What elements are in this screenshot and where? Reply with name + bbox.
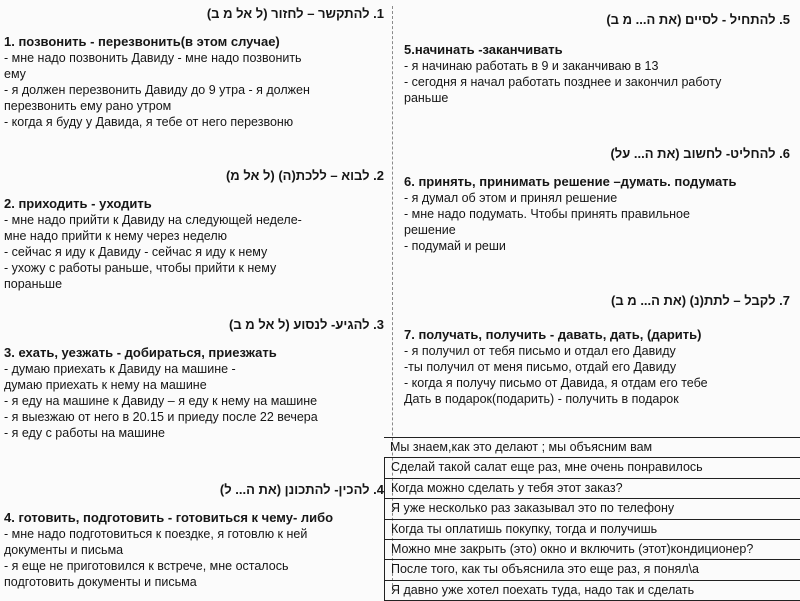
section-5 (398, 12, 800, 106)
section-3-line: думаю приехать к нему на машине (4, 378, 207, 392)
section-4-line: - я еще не приготовился к встрече, мне осталось (4, 559, 289, 573)
section-1 (0, 6, 390, 130)
section-2-line: - ухожу с работы раньше, чтобы прийти к нему (4, 261, 277, 275)
section-7-title: 7. получать, получить - давать, дать, (дарить) (404, 327, 702, 342)
section-2-line: пораньше (4, 277, 63, 291)
sentence-row: Когда ты оплатишь покупку, тогда и получишь (384, 520, 800, 540)
section-2-line: - сейчас я иду к Давиду - сейчас я иду к нему (4, 245, 268, 259)
section-4-line: документы и письма (4, 543, 124, 557)
section-5-title: 5.начинать -заканчивать (404, 42, 563, 57)
sentence-row: Можно мне закрыть (это) окно и включить (этот)кондиционер? (384, 540, 800, 560)
section-7-line: Дать в подарок(подарить) - получить в подарок (404, 392, 679, 406)
section-3-line: - я еду на машине к Давиду – я еду к нему на машине (4, 394, 318, 408)
section-2-line: - мне надо прийти к Давиду на следующей неделе- (4, 213, 302, 227)
section-1-line: - когда я буду у Давида, я тебе от него перезвоню (4, 115, 294, 129)
section-1-line: - мне надо позвонить Давиду - мне надо позвонить (4, 51, 302, 65)
section-3-line: - я выезжаю от него в 20.15 и приеду после 22 вечера (4, 410, 318, 424)
sentence-row: Я давно уже хотел поехать туда, надо так и сделать (384, 581, 800, 601)
section-5-line: - сегодня я начал работать позднее и закончил работу (404, 75, 722, 89)
section-1-line: перезвонить ему рано утром (4, 99, 172, 113)
sentence-row: Я уже несколько раз заказывал это по телефону (384, 499, 800, 519)
section-4 (0, 482, 390, 590)
section-3-line: - я еду с работы на машине (4, 426, 165, 440)
section-6 (398, 146, 800, 254)
section-2 (0, 168, 390, 292)
section-1-line: - я должен перезвонить Давиду до 9 утра - я должен (4, 83, 310, 97)
section-7 (398, 293, 800, 407)
section-6-line: - мне надо подумать. Чтобы принять правильное (404, 207, 690, 221)
section-4-line: подготовить документы и письма (4, 575, 197, 589)
sentence-row: После того, как ты объяснила это еще раз, я понял\а (384, 560, 800, 580)
sentences-box (384, 437, 800, 601)
section-6-line: - подумай и реши (404, 239, 506, 253)
section-7-line: - когда я получу письмо от Давида, я отдам его тебе (404, 376, 708, 390)
sentence-row: Когда можно сделать у тебя этот заказ? (384, 479, 800, 499)
section-1-title: 1. позвонить - перезвонить(в этом случае) (4, 34, 280, 49)
section-6-hebrew-heading: 6. להחליט- לחשוב (את ה... על) (610, 146, 790, 161)
section-2-hebrew-heading: 2. לבוא – ללכת(ה) (ל אל מ) (225, 168, 384, 183)
section-3 (0, 317, 390, 441)
sentence-row: Сделай такой салат еще раз, мне очень понравилось (384, 458, 800, 478)
section-2-title: 2. приходить - уходить (4, 196, 152, 211)
section-3-hebrew-heading: 3. להגיע- לנסוע (ל אל מ ב) (229, 317, 384, 332)
section-6-title: 6. принять, принимать решение –думать. подумать (404, 174, 737, 189)
section-5-line: раньше (404, 91, 449, 105)
section-4-line: - мне надо подготовиться к поездке, я готовлю к ней (4, 527, 308, 541)
section-7-line: -ты получил от меня письмо, отдай его Давиду (404, 360, 677, 374)
section-1-hebrew-heading: 1. להתקשר – לחזור (ל אל מ ב) (206, 6, 384, 21)
section-3-title: 3. ехать, уезжать - добираться, приезжать (4, 345, 277, 360)
sentence-row: Мы знаем,как это делают ; мы объясним вам (384, 438, 800, 458)
section-2-line: мне надо прийти к нему через неделю (4, 229, 227, 243)
section-1-line: ему (4, 67, 26, 81)
section-3-line: - думаю приехать к Давиду на машине - (4, 362, 236, 376)
section-5-hebrew-heading: 5. להתחיל - לסיים (את ה... מ ב) (606, 12, 790, 27)
section-4-hebrew-heading: 4. להכין- להתכונן (את ה... ל) (219, 482, 384, 497)
section-5-line: - я начинаю работать в 9 и заканчиваю в 13 (404, 59, 659, 73)
section-7-hebrew-heading: 7. לקבל – לתת(נ) (את ה... מ ב) (611, 293, 790, 308)
section-6-line: решение (404, 223, 456, 237)
section-4-title: 4. готовить, подготовить - готовиться к чему- либо (4, 510, 334, 525)
section-6-line: - я думал об этом и принял решение (404, 191, 618, 205)
section-7-line: - я получил от тебя письмо и отдал его Давиду (404, 344, 676, 358)
